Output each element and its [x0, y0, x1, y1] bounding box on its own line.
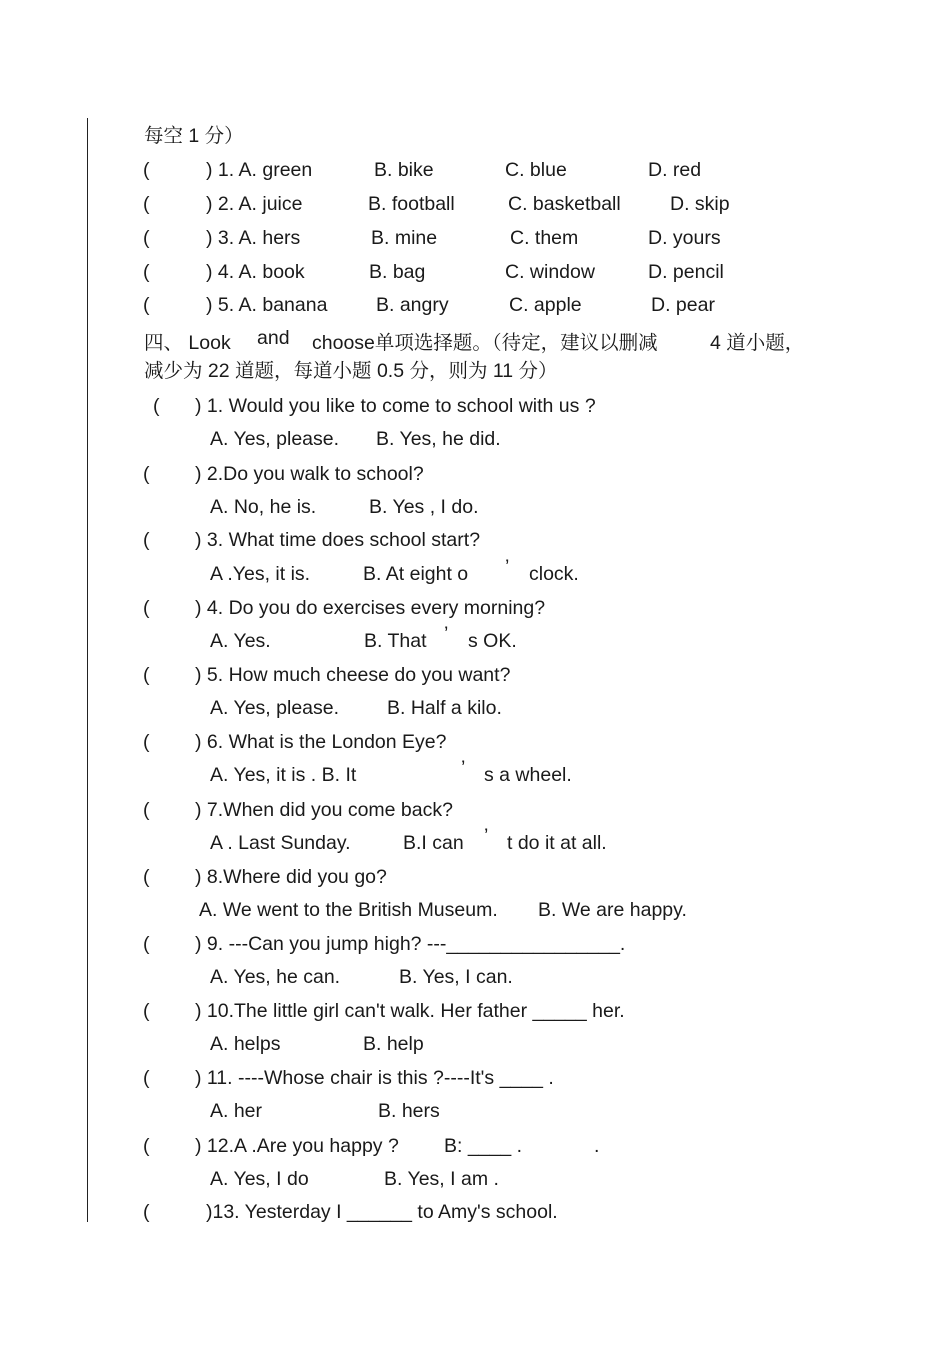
option-b: B. Yes, he did.: [376, 428, 501, 450]
section-header-fragment: 每空 1 分）: [144, 125, 244, 147]
answer-paren: (: [143, 933, 150, 955]
option-c: C. basketball: [508, 193, 621, 215]
option-a: A . Last Sunday.: [210, 832, 351, 854]
answer-paren: (: [143, 227, 150, 249]
option-b: B. That: [364, 630, 427, 652]
answer-paren: (: [143, 261, 150, 283]
answer-paren: (: [143, 294, 150, 316]
answer-paren: (: [143, 1000, 150, 1022]
option-b-tail: clock.: [529, 563, 579, 585]
option-a: ) 3. A. hers: [206, 227, 301, 249]
option-b-tail: s OK.: [468, 630, 517, 652]
answer-paren: (: [143, 159, 150, 181]
option-b: B. Half a kilo.: [387, 697, 502, 719]
option-b-tail: s a wheel.: [484, 764, 572, 786]
answer-paren: (: [143, 597, 150, 619]
option-a: A. Yes, please.: [210, 697, 340, 719]
section4-title-rest: choose单项选择题。（待定，建议以删减: [312, 332, 658, 354]
apostrophe: ’: [444, 623, 449, 645]
section4-title-tail: 4 道小题，: [710, 332, 805, 354]
option-a: A .Yes, it is.: [210, 563, 311, 585]
option-a: A. her: [210, 1100, 263, 1122]
question-text: ) 1. Would you like to come to school with us ?: [195, 395, 596, 417]
question-tail: B: ____ .: [444, 1135, 523, 1157]
answer-paren: (: [143, 193, 150, 215]
option-d: D. skip: [670, 193, 730, 215]
answer-paren: (: [143, 799, 150, 821]
question-text: ) 11. ----Whose chair is this ?----It's ____ .: [195, 1067, 554, 1089]
option-a: A. Yes, I do: [210, 1168, 309, 1190]
section4-subtitle: 减少为 22 道题，每道小题 0.5 分，则为 11 分）: [144, 360, 558, 382]
apostrophe: ’: [461, 757, 466, 779]
option-c: C. them: [510, 227, 579, 249]
option-b: B. mine: [371, 227, 438, 249]
answer-paren: (: [143, 463, 150, 485]
option-a: A. helps: [210, 1033, 281, 1055]
option-d: D. pear: [651, 294, 715, 316]
option-b: B. hers: [378, 1100, 440, 1122]
option-b: B. angry: [376, 294, 449, 316]
option-c: C. apple: [509, 294, 582, 316]
question-text: ) 2.Do you walk to school?: [195, 463, 424, 485]
answer-paren: (: [143, 731, 150, 753]
question-text: )13. Yesterday I ______ to Amy's school.: [206, 1201, 558, 1223]
answer-paren: (: [143, 1067, 150, 1089]
question-text: ) 7.When did you come back?: [195, 799, 453, 821]
question-text: ) 3. What time does school start?: [195, 529, 481, 551]
answer-paren: (: [143, 1135, 150, 1157]
section4-title-and: and: [257, 327, 290, 349]
question-text: ) 10.The little girl can't walk. Her father _____ her.: [195, 1000, 625, 1022]
option-a: A. No, he is.: [210, 496, 317, 518]
option-a: A. Yes.: [210, 630, 271, 652]
option-b: B. Yes, I can.: [399, 966, 513, 988]
question-text: ) 9. ---Can you jump high? ---________________.: [195, 933, 626, 955]
answer-paren: (: [153, 395, 160, 417]
option-a: A. We went to the British Museum.: [199, 899, 498, 921]
option-a: A. Yes, he can.: [210, 966, 341, 988]
answer-paren: (: [143, 866, 150, 888]
option-a: ) 4. A. book: [206, 261, 305, 283]
question-text: ) 12.A .Are you happy ?: [195, 1135, 399, 1157]
question-text: ) 5. How much cheese do you want?: [195, 664, 511, 686]
option-b: B. At eight o: [363, 563, 469, 585]
apostrophe: ’: [484, 825, 489, 847]
section4-title-prefix: 四、 Look: [144, 332, 231, 354]
option-a: ) 5. A. banana: [206, 294, 328, 316]
option-d: D. yours: [648, 227, 721, 249]
answer-paren: (: [143, 529, 150, 551]
answer-paren: (: [143, 664, 150, 686]
answer-paren: (: [143, 1201, 150, 1223]
option-c: C. blue: [505, 159, 567, 181]
option-b: B. bike: [374, 159, 434, 181]
option-a: ) 2. A. juice: [206, 193, 303, 215]
option-d: D. red: [648, 159, 702, 181]
option-b: B. football: [368, 193, 455, 215]
option-b: B. Yes , I do.: [369, 496, 479, 518]
option-c: C. window: [505, 261, 595, 283]
question-text: ) 4. Do you do exercises every morning?: [195, 597, 546, 619]
question-dot: .: [594, 1135, 600, 1157]
option-b: B. We are happy.: [538, 899, 687, 921]
option-b: B. bag: [369, 261, 426, 283]
option-b-tail: t do it at all.: [507, 832, 607, 854]
option-a: A. Yes, please.: [210, 428, 340, 450]
option-d: D. pencil: [648, 261, 724, 283]
option-b: B.I can: [403, 832, 464, 854]
question-text: ) 8.Where did you go?: [195, 866, 387, 888]
option-a: ) 1. A. green: [206, 159, 313, 181]
option-b: B. help: [363, 1033, 424, 1055]
option-b: B. Yes, I am .: [384, 1168, 499, 1190]
left-margin-rule: [87, 118, 88, 1222]
option-a: A. Yes, it is . B. It: [210, 764, 357, 786]
question-text: ) 6. What is the London Eye?: [195, 731, 447, 753]
apostrophe: ’: [505, 556, 510, 578]
